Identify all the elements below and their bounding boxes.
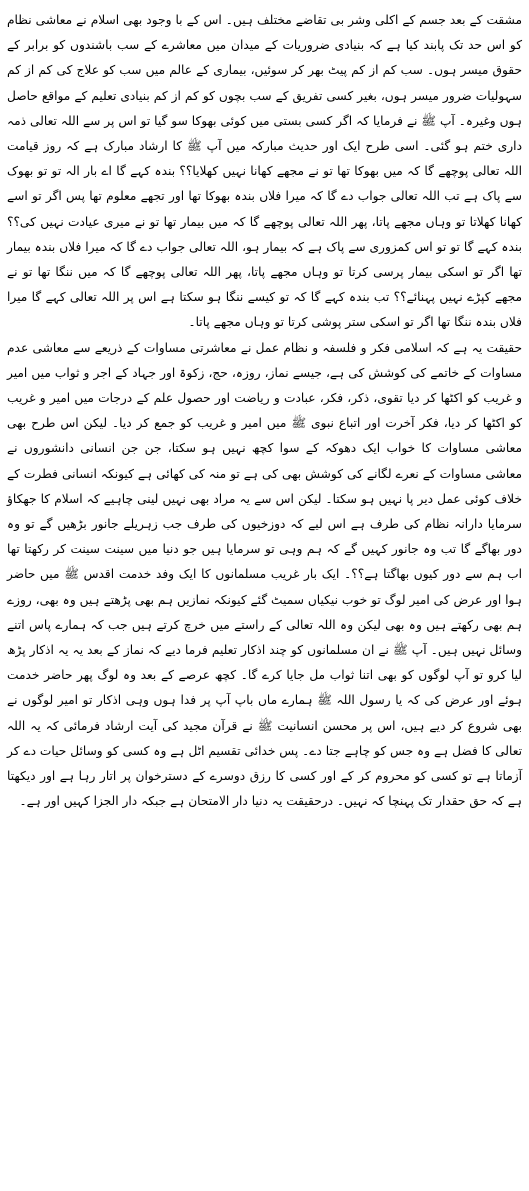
paragraph-1: مشقت کے بعد جسم کے اکلی وشر بی تقاضے مختلف ہیں۔ اس کے با وجود بھی اسلام نے معاشی نظام کو اس حد تک پابند کیا ہے کہ بنیادی ضروریات کے میدان میں معاشرے کے سب باشندوں کو برابر کے حقوق میسر ہوں۔ سب کم از کم پیٹ بھر کر سوئیں، بیماری کے عالم میں سب کو علاج کی کم از کم سہولیات ضرور میسر ہوں، بغیر کسی تفریق کے سب بچوں کو کم از کم بنیادی تعلیم کے مواقع حاصل ہوں وغیرہ۔ آپ ﷺ نے فرمایا کہ اگر کسی بستی میں کوئی بھوکا سو گیا تو اس پر سے اللہ تعالی ذمہ داری ختم ہو گئی۔ اسی طرح ایک اور حدیث مبارکہ میں آپ ﷺ کا ارشاد مبارک ہے کہ روز قیامت اللہ تعالی پوچھے گا کہ میں بھوکا تھا تو نے مجھے کھانا نہیں کھلایا؟؟ بندہ کہے گا اے بار الہ تو تو بھوک سے پاک ہے تب اللہ تعالی جواب دے گا کہ میرا فلاں بندہ بھوکا تھا اور تجھے معلوم تھا پس اگر تو اسے کھانا کھلاتا تو وہاں مجھے پاتا، پھر اللہ تعالی پوچھے گا کہ میں بیمار تھا تو نے میری عیادت نہیں کی؟؟ بندہ کہے گا تو تو اس کمزوری سے پاک ہے کہ بیمار ہو، اللہ تعالی جواب دے گا کہ میرا فلاں بندہ بیمار تھا اگر تو اسکی بیمار پرسی کرتا تو وہاں مجھے پاتا، پھر اللہ تعالی پوچھے گا کہ میں ننگا تھا تو نے مجھے کپڑے نہیں پہنائے؟؟ تب بندہ کہے گا کہ تو کیسے ننگا ہو سکتا ہے اس پر اللہ تعالی کہے گا میرا فلاں بندہ ننگا تھا اگر تو اسکی ستر پوشی کرتا تو وہاں مجھے پاتا۔ — [7, 13, 522, 330]
paragraph-2: حقیقت یہ ہے کہ اسلامی فکر و فلسفہ و نظام عمل نے معاشرتی مساوات کے ذریعے سے معاشی عدم مساوات کے خاتمے کی کوشش کی ہے، جیسے نماز، روزہ، حج، زکوۃ اور جہاد کے اجر و ثواب میں امیر و غریب کو اکٹھا کر دیا تقوی، ذکر، فکر، عبادت و ریاضت اور حصول علم کے درجات میں امیر و غریب کو اکٹھا کر دیا، فکر آخرت اور اتباع نبوی ﷺ میں امیر و غریب کو جمع کر دیا۔ لیکن اس طرح بھی معاشی مساوات کا خواب ایک دھوکہ کے سوا کچھ نہیں ہو سکتا، جن جن انسانی دانشوروں نے معاشی مساوات کے نعرے لگانے کی کوشش بھی کی ہے تو منہ کی کھائی ہے کیونکہ انسانی فطرت کے خلاف کوئی عمل دیر پا نہیں ہو سکتا۔ لیکن اس سے یہ مراد بھی نہیں لینی چاہیے کہ اسلام کا جھکاؤ سرمایا دارانہ نظام کی طرف ہے اس لیے کہ دوزخیوں کی طرف جب زہریلے جانور بڑھیں گے تو وہ دور بھاگے گا تب وہ جانور کہیں گے کہ ہم وہی تو سرمایا ہیں جو دنیا میں سینت سینت کر رکھتا تھا اب ہم سے دور کیوں بھاگتا ہے؟؟۔ ایک بار غریب مسلمانوں کا ایک وفد خدمت اقدس ﷺ میں حاضر ہوا اور عرض کی امیر لوگ تو خوب نیکیاں سمیٹ گئے کیونکہ نمازیں ہم بھی پڑھتے ہیں وہ بھی، روزے ہم بھی رکھتے ہیں وہ بھی لیکن وہ اللہ تعالی کے راستے میں خرچ کرتے ہیں جب کہ ہمارے پاس اتنے وسائل نہیں ہیں۔ آپ ﷺ نے ان مسلمانوں کو چند اذکار تعلیم فرما دیے کہ نماز کے بعد یہ یہ اذکار پڑھ لیا کرو تو آپ لوگوں کو بھی اتنا ثواب مل جایا کرے گا۔ کچھ عرصے کے بعد وہ لوگ پھر حاضر خدمت ہوئے اور عرض کی کہ یا رسول اللہ ﷺ ہمارے ماں باپ آپ پر فدا ہوں وہی اذکار تو امیر لوگوں نے بھی شروع کر دیے ہیں، اس پر محسن انسانیت ﷺ نے قرآن مجید کی آیت ارشاد فرمائی کہ یہ اللہ تعالی کا فضل ہے وہ جس کو چاہے جتا دے۔ پس خدائی تقسیم اٹل ہے وہ کسی کو وسائل حیات دے کر آزماتا ہے تو کسی کو محروم کر کے اور کسی کا رزق دوسرے کے دسترخوان پر اتار رہا ہے اور دیکھتا ہے کہ حق حقدار تک پہنچا کہ نہیں۔ درحقیقت یہ دنیا دار الامتحان ہے جبکہ دار الجزا کہیں اور ہے۔ — [7, 340, 522, 809]
